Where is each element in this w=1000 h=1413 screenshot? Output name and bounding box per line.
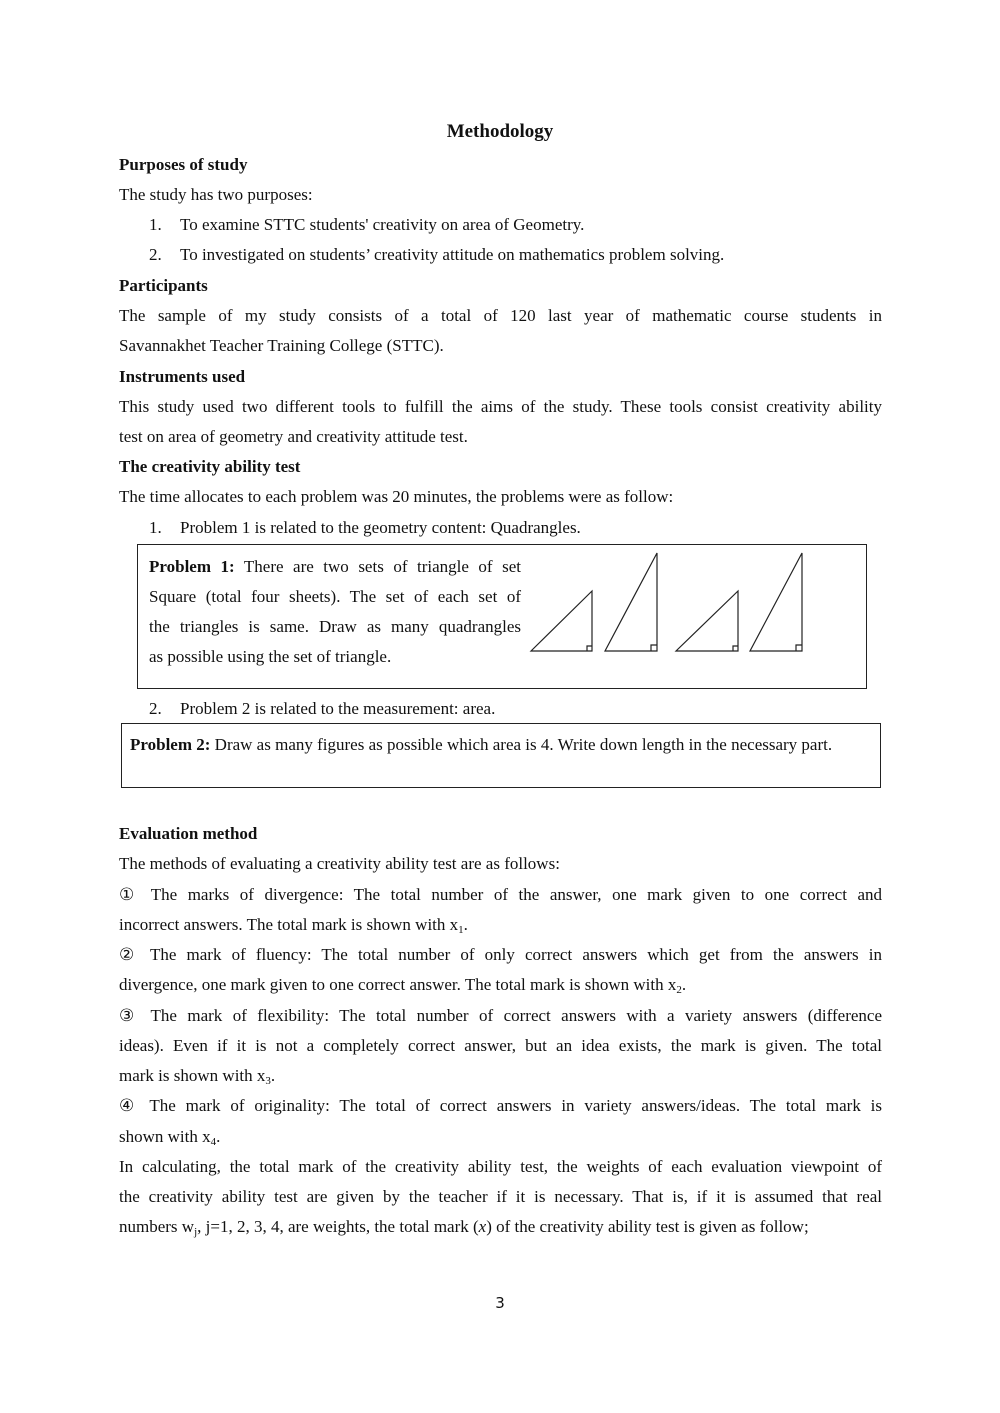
right-angle-mark bbox=[651, 645, 657, 651]
fluency-line: ② The mark of fluency: The total number of only correct answers which get from the answers in bbox=[119, 945, 882, 964]
right-angle-mark bbox=[733, 646, 738, 651]
problem-1-line: Problem 1: There are two sets of triangle of set bbox=[149, 557, 521, 576]
participants-line: Savannakhet Teacher Training College (STTC). bbox=[119, 336, 444, 355]
problem-1-box bbox=[137, 544, 867, 689]
list-text: To investigated on students’ creativity attitude on mathematics problem solving. bbox=[180, 245, 725, 264]
evaluation-intro: The methods of evaluating a creativity ability test are as follows: bbox=[119, 854, 560, 873]
divergence-line: ① The marks of divergence: The total number of the answer, one mark given to one correct and bbox=[119, 885, 882, 904]
list-number: 1. bbox=[149, 215, 162, 234]
purpose-item-2 bbox=[149, 240, 724, 270]
right-angle-mark bbox=[587, 646, 592, 651]
originality-line: shown with $x_4$. bbox=[119, 1127, 221, 1148]
page-number: 3 bbox=[495, 1294, 505, 1312]
list-text: Problem 1 is related to the geometry content: Quadrangles. bbox=[180, 518, 581, 537]
participants-heading: Participants bbox=[119, 276, 208, 295]
section-heading: Methodology bbox=[446, 121, 554, 142]
calculation-line: the creativity ability test are given by the teacher if it is necessary. That is, if it is assumed that real bbox=[119, 1187, 882, 1206]
problem-1-label: Problem 1: bbox=[149, 557, 235, 576]
flexibility-line: ideas). Even if it is not a completely correct answer, but an idea exists, the mark is given. The total bbox=[119, 1036, 882, 1055]
purpose-item-1 bbox=[149, 210, 584, 240]
list-text: Problem 2 is related to the measurement: area. bbox=[180, 699, 496, 718]
small-triangle bbox=[531, 591, 592, 651]
calculation-line: numbers $w_j$, j=1, 2, 3, 4, are weights, the total mark (x) of the creativity ability test is given as follow; bbox=[119, 1217, 809, 1238]
flexibility-line: ③ The mark of flexibility: The total number of correct answers with a variety answers (difference bbox=[119, 1006, 882, 1025]
tall-triangle bbox=[750, 553, 802, 651]
problem-1-line: Square (total four sheets). The set of each set of bbox=[149, 587, 521, 606]
creativity-test-intro: The time allocates to each problem was 20 minutes, the problems were as follow: bbox=[119, 487, 674, 506]
problem-2-text: Problem 2: Draw as many figures as possible which area is 4. Write down length in the necessary part. bbox=[130, 735, 833, 754]
purposes-heading: Purposes of study bbox=[119, 155, 248, 174]
instruments-line: test on area of geometry and creativity attitude test. bbox=[119, 427, 468, 446]
calculation-line: In calculating, the total mark of the creativity ability test, the weights of each evaluation viewpoint of bbox=[119, 1157, 882, 1176]
participants-line: The sample of my study consists of a total of 120 last year of mathematic course students in bbox=[119, 306, 882, 325]
originality-line: ④ The mark of originality: The total of correct answers in variety answers/ideas. The total mark is bbox=[119, 1096, 882, 1115]
evaluation-heading: Evaluation method bbox=[119, 824, 258, 843]
tall-triangle bbox=[605, 553, 657, 651]
problem-1-line: the triangles is same. Draw as many quadrangles bbox=[149, 617, 521, 636]
list-number: 2. bbox=[149, 245, 162, 264]
purposes-intro: The study has two purposes: bbox=[119, 185, 313, 204]
problem-1-line: as possible using the set of triangle. bbox=[149, 647, 392, 666]
fluency-line: divergence, one mark given to one correct answer. The total mark is shown with $x_2$. bbox=[119, 975, 687, 996]
problem-item-2 bbox=[149, 694, 495, 724]
list-number: 2. bbox=[149, 699, 162, 718]
instruments-heading: Instruments used bbox=[119, 367, 246, 386]
list-text: To examine STTC students' creativity on area of Geometry. bbox=[180, 215, 585, 234]
problem-2-label: Problem 2: bbox=[130, 735, 211, 754]
problem-item-1 bbox=[149, 513, 581, 543]
flexibility-line: mark is shown with $x_3$. bbox=[119, 1066, 276, 1087]
triangle-set-figure bbox=[138, 545, 868, 690]
divergence-line: incorrect answers. The total mark is shown with $x_1$. bbox=[119, 915, 468, 936]
list-number: 1. bbox=[149, 518, 162, 537]
right-angle-mark bbox=[796, 645, 802, 651]
small-triangle bbox=[676, 591, 738, 651]
creativity-test-heading: The creativity ability test bbox=[119, 457, 301, 476]
problem-2-box bbox=[121, 723, 881, 788]
instruments-line: This study used two different tools to fulfill the aims of the study. These tools consist creativity ability bbox=[119, 397, 882, 416]
